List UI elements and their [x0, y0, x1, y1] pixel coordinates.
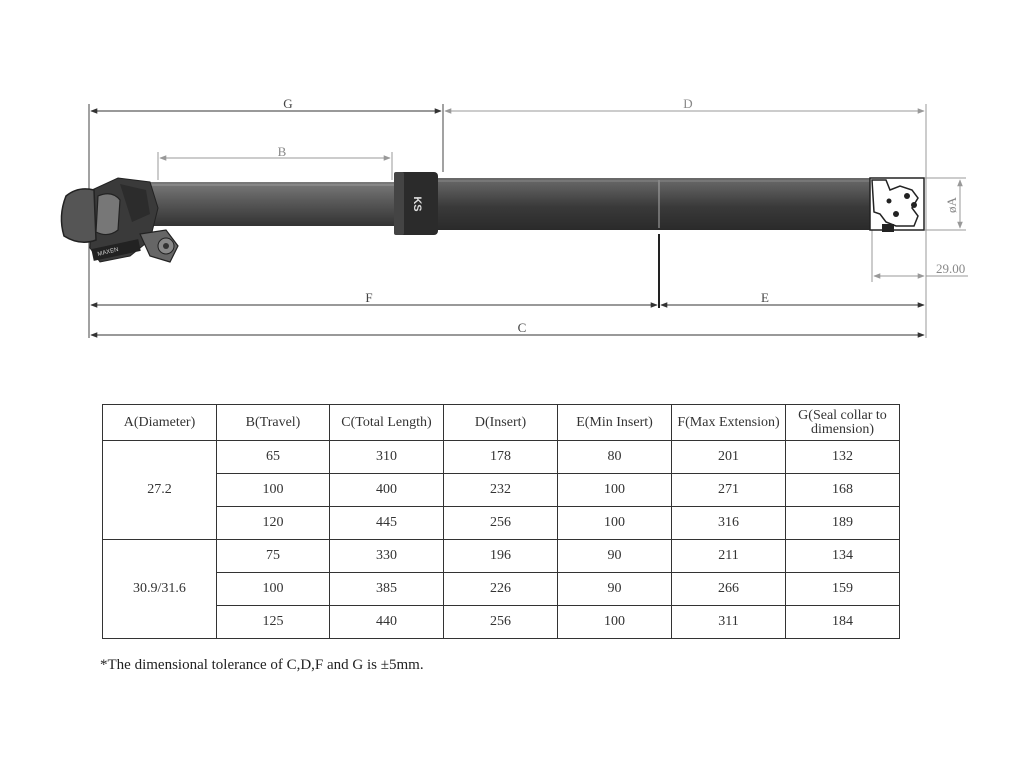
table-cell: 178	[444, 441, 558, 474]
dim-label-d: D	[683, 96, 693, 111]
table-cell: 330	[330, 540, 444, 573]
table-cell: 90	[558, 540, 672, 573]
table-cell: 120	[217, 507, 330, 540]
table-cell: 168	[786, 474, 900, 507]
table-cell: 100	[558, 606, 672, 639]
diameter-cell: 30.9/31.6	[103, 540, 217, 639]
table-header-row	[103, 405, 900, 441]
header-cell: G(Seal collar to dimension)	[786, 405, 900, 441]
table-row	[103, 474, 900, 507]
table-cell: 226	[444, 573, 558, 606]
dim-label-f: F	[365, 290, 373, 305]
table-row	[103, 573, 900, 606]
diameter-cell: 27.2	[103, 441, 217, 540]
table-cell: 211	[672, 540, 786, 573]
dim-label-a: øA	[944, 197, 959, 213]
table-cell: 196	[444, 540, 558, 573]
table-cell: 201	[672, 441, 786, 474]
table-row	[103, 606, 900, 639]
header-cell: E(Min Insert)	[558, 405, 672, 441]
dim-label-offset: 29.00	[936, 261, 966, 276]
header-cell: C(Total Length)	[330, 405, 444, 441]
table-cell: 100	[217, 474, 330, 507]
header-cell: A(Diameter)	[103, 405, 217, 441]
tolerance-note: *The dimensional tolerance of C,D,F and G is ±5mm.	[100, 657, 424, 673]
table-cell: 256	[444, 507, 558, 540]
table-cell: 385	[330, 573, 444, 606]
table-cell: 271	[672, 474, 786, 507]
dim-label-e: E	[761, 290, 769, 305]
table-row	[103, 441, 900, 474]
table-row	[103, 540, 900, 573]
table-cell: 400	[330, 474, 444, 507]
table-cell: 184	[786, 606, 900, 639]
table-cell: 80	[558, 441, 672, 474]
table-cell: 132	[786, 441, 900, 474]
table-cell: 75	[217, 540, 330, 573]
dim-label-b: B	[277, 144, 287, 159]
table-cell: 125	[217, 606, 330, 639]
ks-logo: KS	[411, 196, 423, 212]
table-cell: 159	[786, 573, 900, 606]
table-cell: 100	[217, 573, 330, 606]
table-cell: 310	[330, 441, 444, 474]
table-row	[103, 507, 900, 540]
header-cell: D(Insert)	[444, 405, 558, 441]
table-cell: 316	[672, 507, 786, 540]
table-cell: 134	[786, 540, 900, 573]
spec-table	[102, 404, 900, 639]
svg-text:MAXEN: MAXEN	[97, 246, 120, 258]
header-cell: B(Travel)	[217, 405, 330, 441]
table-cell: 440	[330, 606, 444, 639]
outer-tube	[436, 178, 872, 230]
table-cell: 90	[558, 573, 672, 606]
table-cell: 256	[444, 606, 558, 639]
table-cell: 65	[217, 441, 330, 474]
stanchion	[150, 182, 396, 226]
table-cell: 100	[558, 507, 672, 540]
dim-label-g: G	[283, 96, 293, 111]
dim-label-c: C	[517, 320, 527, 335]
table-cell: 189	[786, 507, 900, 540]
table-cell: 100	[558, 474, 672, 507]
table-cell: 266	[672, 573, 786, 606]
table-cell: 232	[444, 474, 558, 507]
header-cell: F(Max Extension)	[672, 405, 786, 441]
table-cell: 311	[672, 606, 786, 639]
seatpost	[61, 172, 924, 262]
table-cell: 445	[330, 507, 444, 540]
